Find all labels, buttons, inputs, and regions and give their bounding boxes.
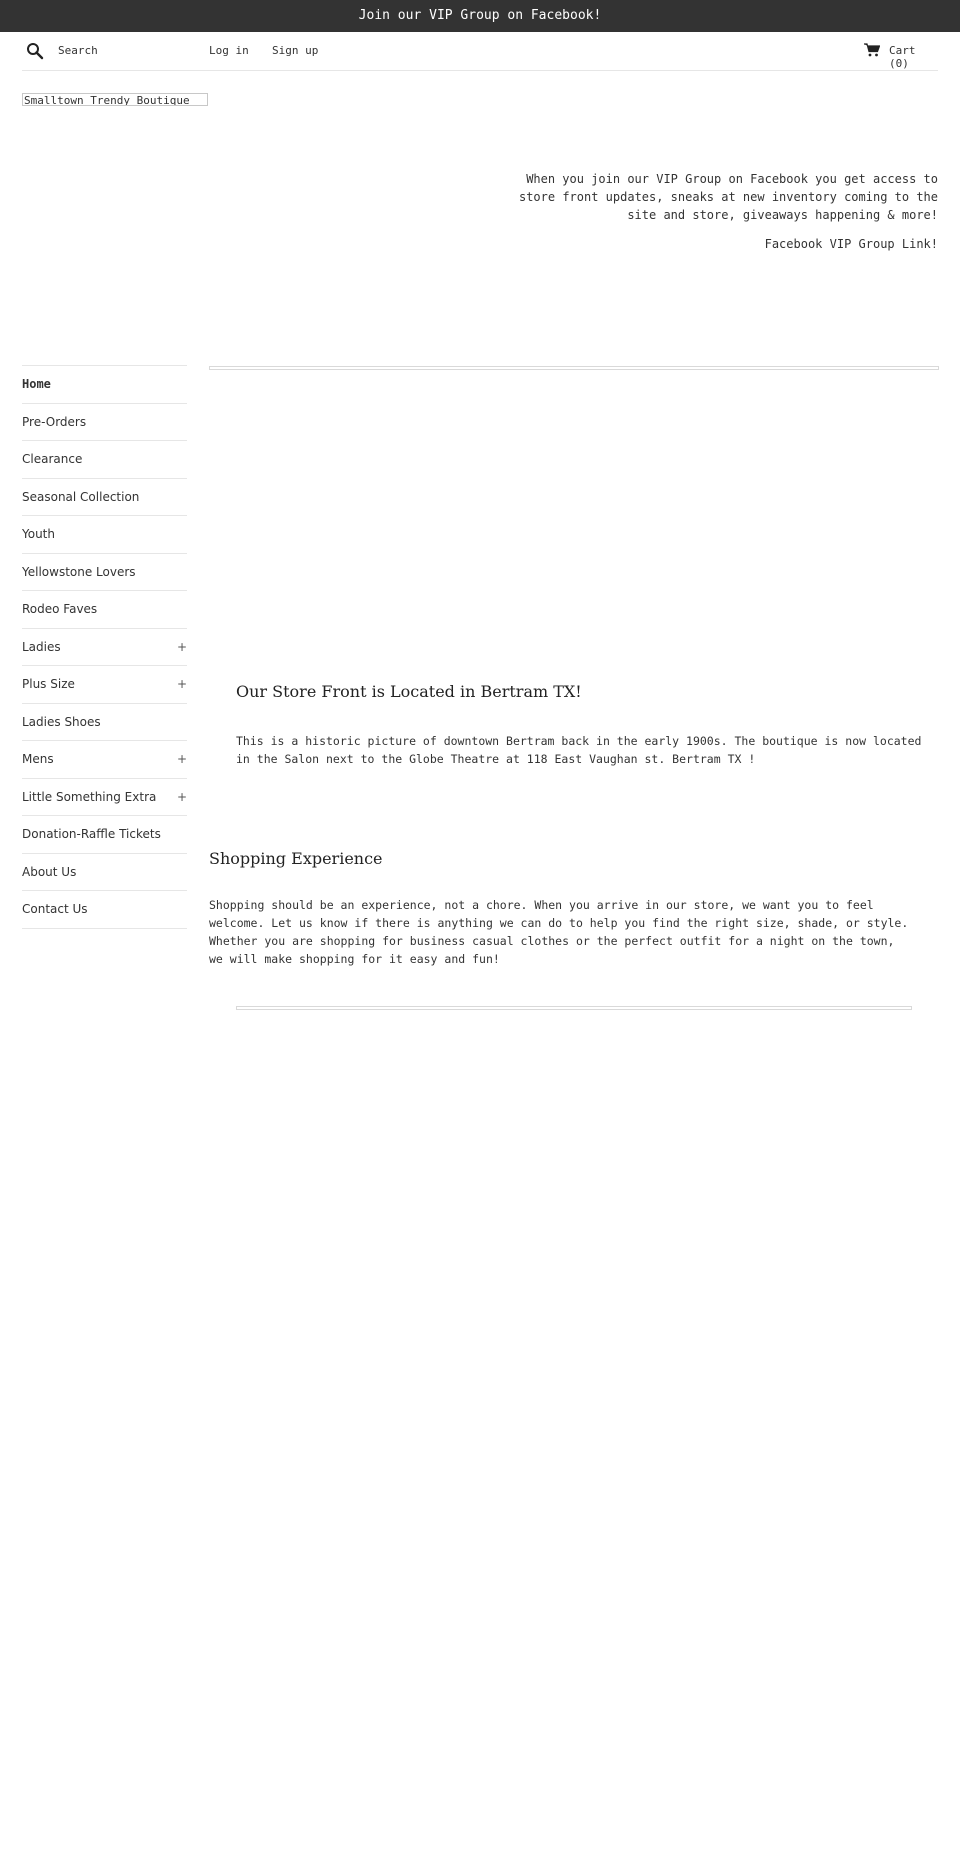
store-logo[interactable] [22,93,208,106]
sidebar-item-label[interactable]: Contact Us [22,902,88,916]
sidebar-item-label[interactable]: Ladies Shoes [22,714,101,729]
announcement-text[interactable]: Join our VIP Group on Facebook! [358,8,602,23]
sidebar-item[interactable] [22,441,187,479]
expand-plus-icon[interactable]: + [176,677,187,691]
content-divider [236,1006,912,1010]
sidebar-item-label[interactable]: Mens [22,752,54,766]
sidebar-item-label[interactable]: Youth [22,527,55,541]
sidebar-item-label[interactable]: Ladies [22,639,61,654]
expand-plus-icon[interactable]: + [176,639,187,654]
vip-promo [500,170,938,264]
logo-text[interactable]: Smalltown Trendy Boutique [24,94,190,106]
sidebar-item[interactable] [22,366,187,404]
sidebar-item[interactable] [22,816,187,854]
cart-icon[interactable] [864,43,880,57]
expand-plus-icon[interactable]: + [176,752,187,766]
sidebar-item-label[interactable]: Home [22,377,51,391]
sidebar-item-label[interactable]: About Us [22,864,77,879]
sidebar-item-label[interactable]: Clearance [22,452,83,466]
promo-text: When you join our VIP Group on Facebook you get access to store front updates, sneaks at new inventory coming to the site and store, giveaways happening & more! [518,172,938,222]
sidebar-item[interactable] [22,591,187,629]
sidebar-item-label[interactable]: Seasonal Collection [22,489,140,504]
sidebar-item-label[interactable]: Pre-Orders [22,414,87,429]
sidebar-item[interactable] [22,404,187,442]
login-link[interactable]: Log in [209,44,249,57]
sidebar-item[interactable] [22,891,187,929]
sidebar-item[interactable] [22,741,187,779]
sidebar-item[interactable] [22,479,187,517]
sidebar-item-label[interactable]: Donation-Raffle Tickets [22,827,161,841]
sidebar-item[interactable] [22,516,187,554]
search-icon[interactable] [26,42,44,60]
store-front-title: Our Store Front is Located in Bertram TX! [236,682,582,701]
sidebar-item[interactable] [22,704,187,742]
site-header [22,32,938,71]
cart-link[interactable]: Cart (0) [889,44,916,70]
sidebar-nav [22,365,187,929]
sidebar-item[interactable] [22,854,187,892]
sidebar-item[interactable] [22,554,187,592]
search-input[interactable] [58,40,208,60]
sidebar-item-label[interactable]: Little Something Extra [22,789,157,804]
expand-plus-icon[interactable]: + [176,789,187,804]
shopping-title: Shopping Experience [209,849,383,868]
signup-link[interactable]: Sign up [272,44,319,57]
sidebar-item-label[interactable]: Rodeo Faves [22,602,98,616]
sidebar-item[interactable] [22,779,187,817]
sidebar-item-label[interactable]: Plus Size [22,677,75,691]
announcement-bar[interactable] [0,0,960,32]
sidebar-item[interactable] [22,629,187,667]
shopping-text: Shopping should be an experience, not a chore. When you arrive in our store, we want you to feel welcome. Let us know if there is anything we can do to help you find the right size, shade, or style. Whether you are shopping for business casual clothes or the perfect outfit for a night on the town, we will make shopping for it easy and fun! [209,898,909,966]
sidebar-item-label[interactable]: Yellowstone Lovers [22,564,136,579]
store-front-text: This is a historic picture of downtown Bertram back in the early 1900s. The boutique is now located in the Salon next to the Globe Theatre at 118 East Vaughan st. Bertram TX ! [236,734,922,766]
facebook-vip-link[interactable]: Facebook VIP Group Link! [764,237,938,251]
sidebar-item[interactable] [22,666,187,704]
slideshow-divider [209,366,939,370]
